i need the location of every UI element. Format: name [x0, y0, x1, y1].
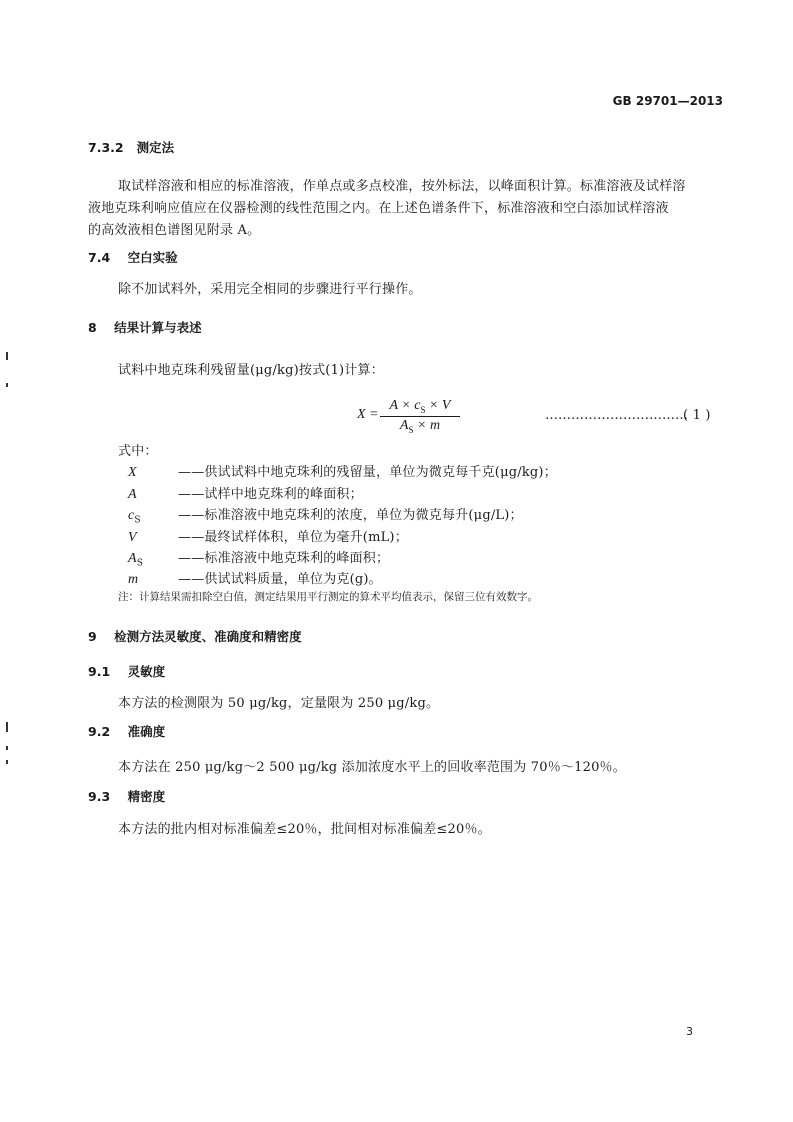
variable-row — [128, 504, 523, 526]
paragraph-line: 取试样溶液和相应的标准溶液，作单点或多点校准，按外标法，以峰面积计算。标准溶液及试样溶 — [118, 179, 686, 194]
paragraph-line: 的高效液相色谱图见附录 A。 — [88, 223, 261, 238]
section-number: 7.3.2 — [88, 140, 124, 155]
paragraph-text: 除不加试料外，采用完全相同的步骤进行平行操作。 — [118, 282, 422, 297]
variable-description: ——供试试料质量，单位为克(g)。 — [178, 572, 382, 587]
variable-row — [128, 547, 389, 569]
variable-row — [128, 526, 408, 546]
section-number: 9 — [88, 629, 97, 644]
scan-mark — [6, 760, 8, 764]
variable-symbol: X — [128, 465, 137, 480]
variable-description: ——标准溶液中地克珠利的浓度，单位为微克每升(μg/L)； — [178, 508, 523, 523]
scan-mark — [6, 722, 8, 732]
section-title: 灵敏度 — [127, 664, 166, 679]
formula-lhs: X = — [357, 407, 379, 422]
formula-leader: …………………………… — [545, 408, 688, 423]
section-7-4-heading — [88, 248, 178, 266]
variable-row — [128, 568, 382, 588]
variable-subscript: S — [134, 515, 141, 526]
where-label: 式中： — [118, 444, 158, 459]
section-9-heading — [88, 627, 302, 645]
variable-description: ——供试试料中地克珠利的残留量，单位为微克每千克(μg/kg)； — [178, 465, 557, 480]
section-title: 检测方法灵敏度、准确度和精密度 — [114, 629, 302, 644]
paragraph-text: 本方法的检测限为 50 μg/kg，定量限为 250 μg/kg。 — [118, 696, 440, 711]
section-9-3-heading — [88, 787, 165, 805]
section-number: 9.1 — [88, 664, 111, 679]
scan-mark — [6, 352, 8, 360]
variable-description: ——标准溶液中地克珠利的峰面积； — [178, 551, 390, 566]
section-number: 9.2 — [88, 724, 111, 739]
scan-mark — [6, 746, 8, 750]
formula-intro: 试料中地克珠利残留量(μg/kg)按式(1)计算： — [118, 363, 384, 378]
section-9-2-heading — [88, 722, 165, 740]
variable-symbol: m — [128, 572, 139, 587]
paragraph-text: 本方法的批内相对标准偏差≤20％，批间相对标准偏差≤20％。 — [118, 822, 491, 837]
section-number: 9.3 — [88, 789, 111, 804]
variable-subscript: S — [136, 558, 144, 569]
variable-symbol: c — [128, 508, 135, 523]
variable-symbol: A — [128, 551, 137, 566]
formula-denominator: $A_S \times m$ — [399, 417, 441, 435]
standard-number: GB 29701—2013 — [612, 94, 723, 108]
section-9-1-heading — [88, 662, 165, 680]
variable-row — [128, 461, 557, 481]
section-title: 结果计算与表述 — [114, 320, 202, 335]
formula-fraction — [380, 398, 460, 435]
paragraph-line: 液地克珠利响应值应在仪器检测的线性范围之内。在上述色谱条件下，标准溶液和空白添加试样溶液 — [88, 201, 669, 216]
paragraph-text: 本方法在 250 μg/kg～2 500 μg/kg 添加浓度水平上的回收率范围为 70％～120％。 — [118, 760, 626, 775]
section-7-3-2-heading — [88, 138, 174, 156]
section-title: 精密度 — [127, 789, 166, 804]
page-number: 3 — [686, 1025, 693, 1038]
formula-numerator: $A \times c_S \times V$ — [389, 398, 451, 415]
calculation-note: 注：计算结果需扣除空白值，测定结果用平行测定的算术平均值表示，保留三位有效数字。 — [118, 591, 538, 603]
variable-description: ——最终试样体积，单位为毫升(mL)； — [178, 530, 408, 545]
scan-mark — [6, 383, 8, 387]
section-title: 准确度 — [127, 724, 166, 739]
variable-row — [128, 483, 363, 503]
variable-symbol: A — [128, 487, 137, 502]
section-8-heading — [88, 318, 202, 336]
section-number: 8 — [88, 320, 97, 335]
variable-description: ——试样中地克珠利的峰面积； — [178, 487, 363, 502]
section-number: 7.4 — [88, 250, 111, 265]
section-title: 测定法 — [136, 140, 175, 155]
variable-symbol: V — [128, 530, 137, 545]
fraction-bar — [380, 416, 460, 417]
section-title: 空白实验 — [127, 250, 178, 265]
equation-number: ( 1 ) — [683, 408, 711, 423]
